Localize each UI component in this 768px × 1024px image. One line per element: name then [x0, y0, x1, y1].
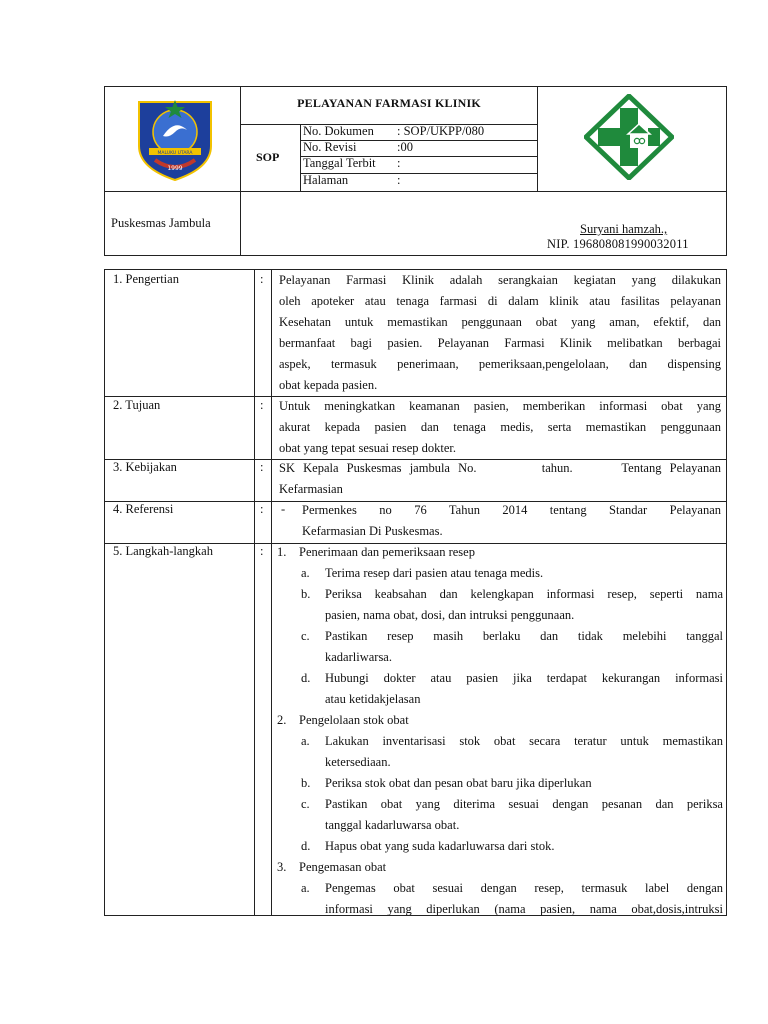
- item-text: pasien, nama obat, dosi, dan intruksi penggunaan.: [325, 608, 575, 622]
- item-text: informasi yang diperlukan (nama pasien, nama obat,dosis,intruksi: [325, 902, 723, 916]
- item-text: Pastikan resep masih berlaku dan tidak melebihi tanggal: [325, 629, 723, 643]
- item-text: Periksa stok obat dan pesan obat baru jika diperlukan: [325, 776, 592, 790]
- item-letter: b.: [301, 776, 311, 790]
- step-item: [277, 668, 723, 710]
- puskesmas-logo: [584, 94, 674, 180]
- item-letter: c.: [301, 797, 310, 811]
- section-label-referensi: 4. Referensi: [113, 502, 174, 516]
- meta-row-tanggal-terbit: [303, 155, 400, 171]
- text-line: akurat kepada pasien dan tenaga medis, serta memastikan penggunaan: [279, 420, 721, 434]
- text-line: Kefarmasian Di Puskesmas.: [302, 524, 443, 538]
- item-letter: a.: [301, 881, 310, 895]
- meta-label: No. Dokumen: [303, 124, 374, 138]
- item-text: Pengemas obat sesuai dengan resep, termasuk label dengan: [325, 881, 723, 895]
- item-letter: d.: [301, 671, 311, 685]
- signer-nip: NIP. 196808081990032011: [547, 237, 689, 251]
- svg-text:MALUKU UTARA: MALUKU UTARA: [157, 151, 193, 156]
- document-title: PELAYANAN FARMASI KLINIK: [297, 96, 481, 110]
- step-item: [277, 794, 723, 836]
- step-title: Penerimaan dan pemeriksaan resep: [299, 545, 475, 559]
- step-item: [277, 731, 723, 773]
- section-label-langkah: 5. Langkah-langkah: [113, 544, 213, 558]
- text-line: oleh apoteker atau tenaga farmasi di dalam klinik atau fasilitas pelayanan: [279, 294, 721, 308]
- step-heading: [277, 710, 723, 731]
- svg-text:1999: 1999: [167, 165, 183, 172]
- text-line: Untuk meningkatkan keamanan pasien, memberikan informasi obat yang: [279, 399, 721, 413]
- shield-emblem-icon: [135, 96, 215, 182]
- step-title: Pengelolaan stok obat: [299, 713, 409, 727]
- item-text: Terima resep dari pasien atau tenaga medis.: [325, 566, 544, 580]
- item-text: Pastikan obat yang diterima sesuai dengan pesanan dan periksa: [325, 797, 723, 811]
- meta-value: :: [397, 156, 401, 170]
- step-number: 3.: [277, 860, 287, 874]
- step-number: 1.: [277, 545, 287, 559]
- item-text: kadarliwarsa.: [325, 650, 392, 664]
- text-line: bermanfaat bagi pasien. Pelayanan Farmasi Klinik melibatkan berbagai: [279, 336, 721, 350]
- text-line: aspek, termasuk penerimaan, pemeriksaan,pengelolaan, dan dispensing: [279, 357, 721, 371]
- text-line: SK Kepala Puskesmas jambula No. tahun. Tentang Pelayanan: [279, 461, 721, 475]
- item-text: Hubungi dokter atau pasien jika terdapat kekurangan informasi: [325, 671, 723, 685]
- section-label-pengertian: 1. Pengertian: [113, 272, 179, 286]
- item-letter: b.: [301, 587, 311, 601]
- institution-name: Puskesmas Jambula: [111, 216, 211, 230]
- step-item: [277, 773, 723, 794]
- step-number: 2.: [277, 713, 287, 727]
- colon: :: [260, 544, 264, 558]
- item-text: Hapus obat yang suda kadarluwarsa dari stok.: [325, 839, 555, 853]
- meta-row-no-revisi: [303, 139, 413, 155]
- item-text: tanggal kadarluwarsa obat.: [325, 818, 460, 832]
- item-letter: c.: [301, 629, 310, 643]
- colon: :: [260, 460, 264, 474]
- text-line: obat kepada pasien.: [279, 378, 378, 392]
- pengertian-text: [279, 270, 721, 396]
- signer-name: Suryani hamzah.,: [580, 222, 668, 236]
- step-heading: [277, 857, 723, 878]
- colon: :: [260, 398, 264, 412]
- text-line: Kefarmasian: [279, 482, 343, 496]
- meta-row-halaman: [303, 172, 400, 188]
- colon: :: [260, 272, 264, 286]
- item-letter: d.: [301, 839, 311, 853]
- step-item: [277, 584, 723, 626]
- meta-label: Tanggal Terbit: [303, 156, 376, 170]
- step-item: [277, 836, 723, 857]
- text-line: Kesehatan untuk memastikan penggunaan obat yang aman, efektif, dan: [279, 315, 721, 329]
- meta-value: :: [397, 173, 401, 187]
- steps-list: [277, 542, 723, 916]
- step-title: Pengemasan obat: [299, 860, 387, 874]
- item-text: ketersediaan.: [325, 755, 391, 769]
- meta-value: : SOP/UKPP/080: [397, 124, 485, 138]
- step-item: [277, 626, 723, 668]
- item-letter: a.: [301, 566, 310, 580]
- tujuan-text: [279, 396, 721, 459]
- text-line: Permenkes no 76 Tahun 2014 tentang Standar Pelayanan: [302, 503, 721, 517]
- referensi-text: [302, 500, 721, 542]
- item-letter: a.: [301, 734, 310, 748]
- sop-label: SOP: [256, 150, 280, 164]
- section-label-kebijakan: 3. Kebijakan: [113, 460, 177, 474]
- meta-value: :00: [397, 140, 413, 154]
- sop-content-table: [104, 269, 727, 916]
- item-text: atau ketidakjelasan: [325, 692, 421, 706]
- meta-row-no-dokumen: [303, 123, 484, 139]
- item-text: Lakukan inventarisasi stok obat secara teratur untuk memastikan: [325, 734, 723, 748]
- section-label-tujuan: 2. Tujuan: [113, 398, 161, 412]
- meta-label: No. Revisi: [303, 140, 357, 154]
- reference-dash: -: [281, 502, 286, 516]
- kebijakan-text: [279, 458, 721, 500]
- text-line: Pelayanan Farmasi Klinik adalah serangkaian kegiatan yang dilakukan: [279, 273, 721, 287]
- meta-label: Halaman: [303, 173, 349, 187]
- step-item: [277, 878, 723, 916]
- item-text: Periksa keabsahan dan kelengkapan informasi resep, seperti nama: [325, 587, 723, 601]
- green-cross-icon: [584, 94, 674, 180]
- step-heading: [277, 542, 723, 563]
- government-logo: [135, 96, 215, 182]
- text-line: obat yang tepat sesuai resep dokter.: [279, 441, 457, 455]
- colon: :: [260, 502, 264, 516]
- step-item: [277, 563, 723, 584]
